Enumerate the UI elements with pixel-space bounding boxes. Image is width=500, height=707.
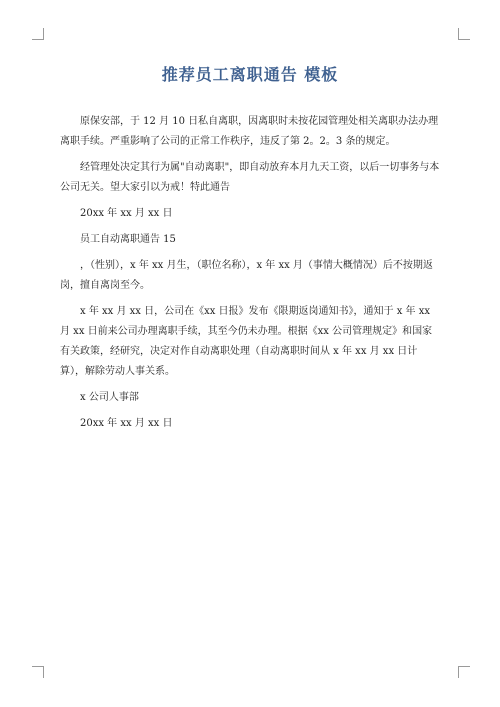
crop-mark-top-right	[458, 28, 470, 40]
document-body	[60, 112, 440, 440]
paragraph-3: ，（性别），x 年 xx 月生，（职位名称），x 年 xx 月（事情大概情况）后不按期返岗，擅自离岗至今。	[60, 260, 433, 291]
crop-mark-top-left	[32, 28, 44, 40]
signature-department: x 公司人事部	[80, 392, 139, 403]
paragraph-2: 经管理处决定其行为属"自动离职"，即自动放弃本月九天工资，以后一切事务与本公司无关。望大家引以为戒！特此通告	[60, 162, 440, 193]
paragraph-1: 原保安部，于 12 月 10 日私自离职，因离职时未按花园管理处相关离职办法办理离职手续。严重影响了公司的正常工作秩序，违反了第 2。2。3 条的规定。	[60, 116, 439, 147]
section-heading: 员工自动离职通告 15	[80, 234, 176, 245]
paragraph-4: x 年 xx 月 xx 日，公司在《xx 日报》发布《限期返岗通知书》，通知于 x 年 xx 月 xx 日前来公司办理离职手续，其至今仍未办理。根据《xx 公司管理规定》和国家有关政策，经研究，决定对作自动离职处理（自动离职时间从 x 年 xx 月 xx 日计算），解除劳动人事关系。	[60, 306, 433, 377]
crop-mark-bottom-left	[32, 666, 44, 678]
crop-mark-bottom-right	[458, 666, 470, 678]
date-line-2: 20xx 年 xx 月 xx 日	[80, 418, 173, 429]
date-line-1: 20xx 年 xx 月 xx 日	[80, 208, 173, 219]
document-title: 推荐员工离职通告 模板	[161, 65, 339, 84]
